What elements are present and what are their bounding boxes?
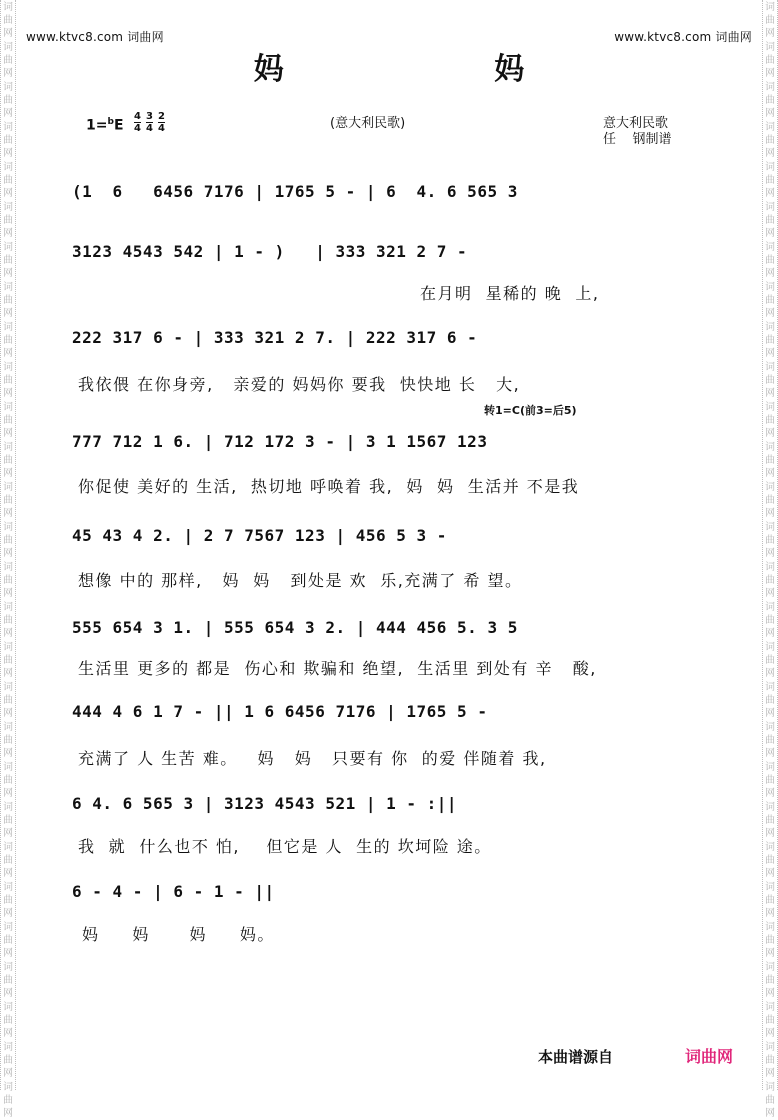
score-row-5: [62, 520, 712, 554]
time-signature-2-4: $\frac{2}{4}$: [157, 111, 165, 134]
notation: 555 654 3 1. | 555 654 3 2. | 444 456 5. 3 5: [72, 618, 518, 637]
notation: 45 43 4 2. | 2 7 7567 123 | 456 5 3 -: [72, 526, 447, 545]
key-signature: 1=$^b$E: [86, 117, 124, 134]
notation: 6 4. 6 565 3 | 3123 4543 521 | 1 - :||: [72, 794, 458, 813]
site-watermark-left: www.ktvc8.com 词曲网: [26, 30, 164, 44]
credit-line: 任 钢制谱: [603, 132, 672, 147]
score-row-6: [62, 612, 712, 646]
lyrics-line: 我依偎 在你身旁, 亲爱的 妈妈你 要我 快快地 长 大,: [78, 375, 521, 394]
score-row-3: [62, 322, 712, 356]
lyrics-line: 生活里 更多的 都是 伤心和 欺骗和 绝望, 生活里 到处有 辛 酸,: [78, 659, 597, 678]
site-watermark-right: www.ktvc8.com 词曲网: [614, 30, 752, 44]
score-row-2: [62, 236, 712, 270]
score-row-8: [62, 788, 712, 822]
lyrics-line: 你促使 美好的 生活, 热切地 呼唤着 我, 妈 妈 生活并 不是我: [78, 477, 580, 496]
lyrics-line: 妈 妈 妈 妈。: [82, 925, 275, 944]
notation: 6 - 4 - | 6 - 1 - ||: [72, 882, 275, 901]
lyrics-line: 想像 中的 那样, 妈 妈 到处是 欢 乐,充满了 希 望。: [78, 571, 523, 590]
lyrics-line: 我 就 什么也不 怕, 但它是 人 生的 坎坷险 途。: [78, 837, 492, 856]
source-text: 本曲谱源自: [538, 1048, 614, 1066]
score-row-1: [62, 176, 712, 210]
notation: (1 6 6456 7176 | 1765 5 - | 6 4. 6 565 3: [72, 182, 518, 201]
credits: [603, 116, 672, 148]
watermark-strip-left: 词曲网 词曲网 词曲网 词曲网 词曲网 词曲网 词曲网 词曲网 词曲网 词曲网 词曲网 词曲网 词曲网 词曲网 词曲网 词曲网 词曲网 词曲网 词曲网 词曲网 词曲网 词曲网 词曲网 词曲网 词曲网 词曲网 词曲网 词曲网: [0, 0, 16, 1090]
site-logo: 词曲网: [685, 1047, 734, 1066]
notation: 3123 4543 542 | 1 - ) | 333 321 2 7 -: [72, 242, 468, 261]
time-signature-3-4: $\frac{3}{4}$: [145, 111, 153, 134]
notation: 222 317 6 - | 333 321 2 7. | 222 317 6 -: [72, 328, 478, 347]
score-row-7: [62, 696, 712, 730]
score-row-4: [62, 426, 712, 460]
notation: 444 4 6 1 7 - || 1 6 6456 7176 | 1765 5 -: [72, 702, 488, 721]
credit-line: 意大利民歌: [603, 116, 669, 131]
time-signature-4-4: $\frac{4}{4}$: [134, 111, 141, 134]
modulation-marking: 转1=C(前3=后5): [484, 404, 577, 417]
watermark-strip-right: 词曲网 词曲网 词曲网 词曲网 词曲网 词曲网 词曲网 词曲网 词曲网 词曲网 词曲网 词曲网 词曲网 词曲网 词曲网 词曲网 词曲网 词曲网 词曲网 词曲网 词曲网 词曲网 词曲网 词曲网 词曲网 词曲网 词曲网 词曲网: [762, 0, 778, 1090]
notation: 777 712 1 6. | 712 172 3 - | 3 1 1567 123: [72, 432, 488, 451]
song-title: 妈 妈: [253, 52, 625, 87]
lyrics-line: 充满了 人 生苦 难。 妈 妈 只要有 你 的爱 伴随着 我,: [78, 749, 547, 768]
lyrics-line: 在月明 星稀的 晚 上,: [420, 284, 600, 303]
score-row-9: [62, 876, 712, 910]
song-origin: (意大利民歌): [330, 116, 406, 131]
time-signatures: [134, 111, 165, 134]
